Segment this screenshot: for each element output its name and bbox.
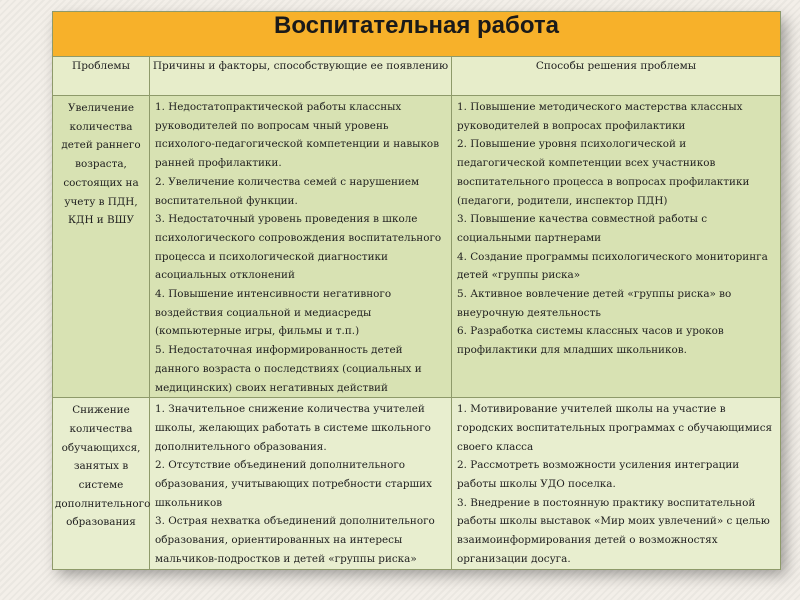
problem-cell	[53, 398, 150, 569]
header-row	[53, 57, 781, 96]
solutions-cell	[452, 96, 781, 398]
table-row	[53, 398, 781, 569]
problem-text: Снижение количества обучающихся, занятых в системе дополнительного образования	[55, 404, 151, 529]
solution-item: 4. Создание программы психологического мониторинга детей «группы риска»	[457, 250, 768, 282]
cause-item: 4. Повышение интенсивности негативного воздействия социальной и медиасреды (компьютерные игры, фильмы и т.п.)	[155, 288, 392, 338]
problem-text: Увеличение количества детей раннего возраста, состоящих на учету в ПДН, КДН и ВШУ	[61, 102, 141, 227]
cause-item: 5. Недостаточная информированность детей данного возраста о последствиях (социальных и медицинских) своих негативных действий	[155, 344, 422, 394]
solution-item: 2. Рассмотреть возможности усиления интеграции работы школы УДО поселка.	[457, 459, 740, 491]
solution-item: 6. Разработка системы классных часов и уроков профилактики для младших школьников.	[457, 325, 724, 357]
cause-item: 2. Отсутствие объединений дополнительного образования, учитывающих потребности старших школьников	[155, 459, 432, 509]
solution-item: 1. Мотивирование учителей школы на участие в городских воспитательных программах с обучающимися своего класса	[457, 403, 773, 453]
cause-item: 3. Недостаточный уровень проведения в школе психологического сопровождения воспитательного процесса и психологической диагностики асоциальных отклонений	[155, 213, 442, 282]
title-row	[53, 12, 781, 57]
header-causes: Причины и факторы, способствующие ее появлению	[150, 57, 452, 96]
cause-item: 1. Недостатопрактической работы классных руководителей по вопросам чный уровень психолого-педагогической компетенции и навыков ранней профилактики.	[155, 101, 440, 170]
work-table	[52, 11, 781, 570]
causes-cell	[150, 398, 452, 569]
solution-item: 3. Повышение качества совместной работы с социальными партнерами	[457, 213, 708, 244]
table-row	[53, 96, 781, 398]
cause-item: 3. Острая нехватка объединений дополнительного образования, ориентированных на интересы мальчиков-подростков и детей «группы риска»	[155, 515, 435, 565]
solution-item: 1. Повышение методического мастерства классных руководителей в вопросах профилактики	[457, 101, 743, 132]
header-problems: Проблемы	[53, 57, 150, 96]
cause-item: 2. Увеличение количества семей с нарушением воспитательной функции.	[155, 175, 420, 207]
causes-cell	[150, 96, 452, 398]
problem-cell	[53, 96, 150, 398]
solution-item: 2. Повышение уровня психологической и педагогической компетенции всех участников воспитательного процесса в вопросах профилактики (педагоги, родители, инспектор ПДН)	[457, 138, 750, 207]
solution-item: 3. Внедрение в постоянную практику воспитательной работы школы выставок «Мир моих увлечений» с целью взаимоинформирования детей о возможностях организации досуга.	[457, 496, 770, 565]
header-solutions: Способы решения проблемы	[452, 57, 781, 96]
solution-item: 5. Активное вовлечение детей «группы риска» во внеурочную деятельность	[457, 288, 732, 319]
cause-item: 1. Значительное снижение количества учителей школы, желающих работать в системе школьного дополнительного образования.	[155, 403, 431, 453]
page-title: Воспитательная работа	[53, 12, 781, 57]
solutions-cell	[452, 398, 781, 569]
